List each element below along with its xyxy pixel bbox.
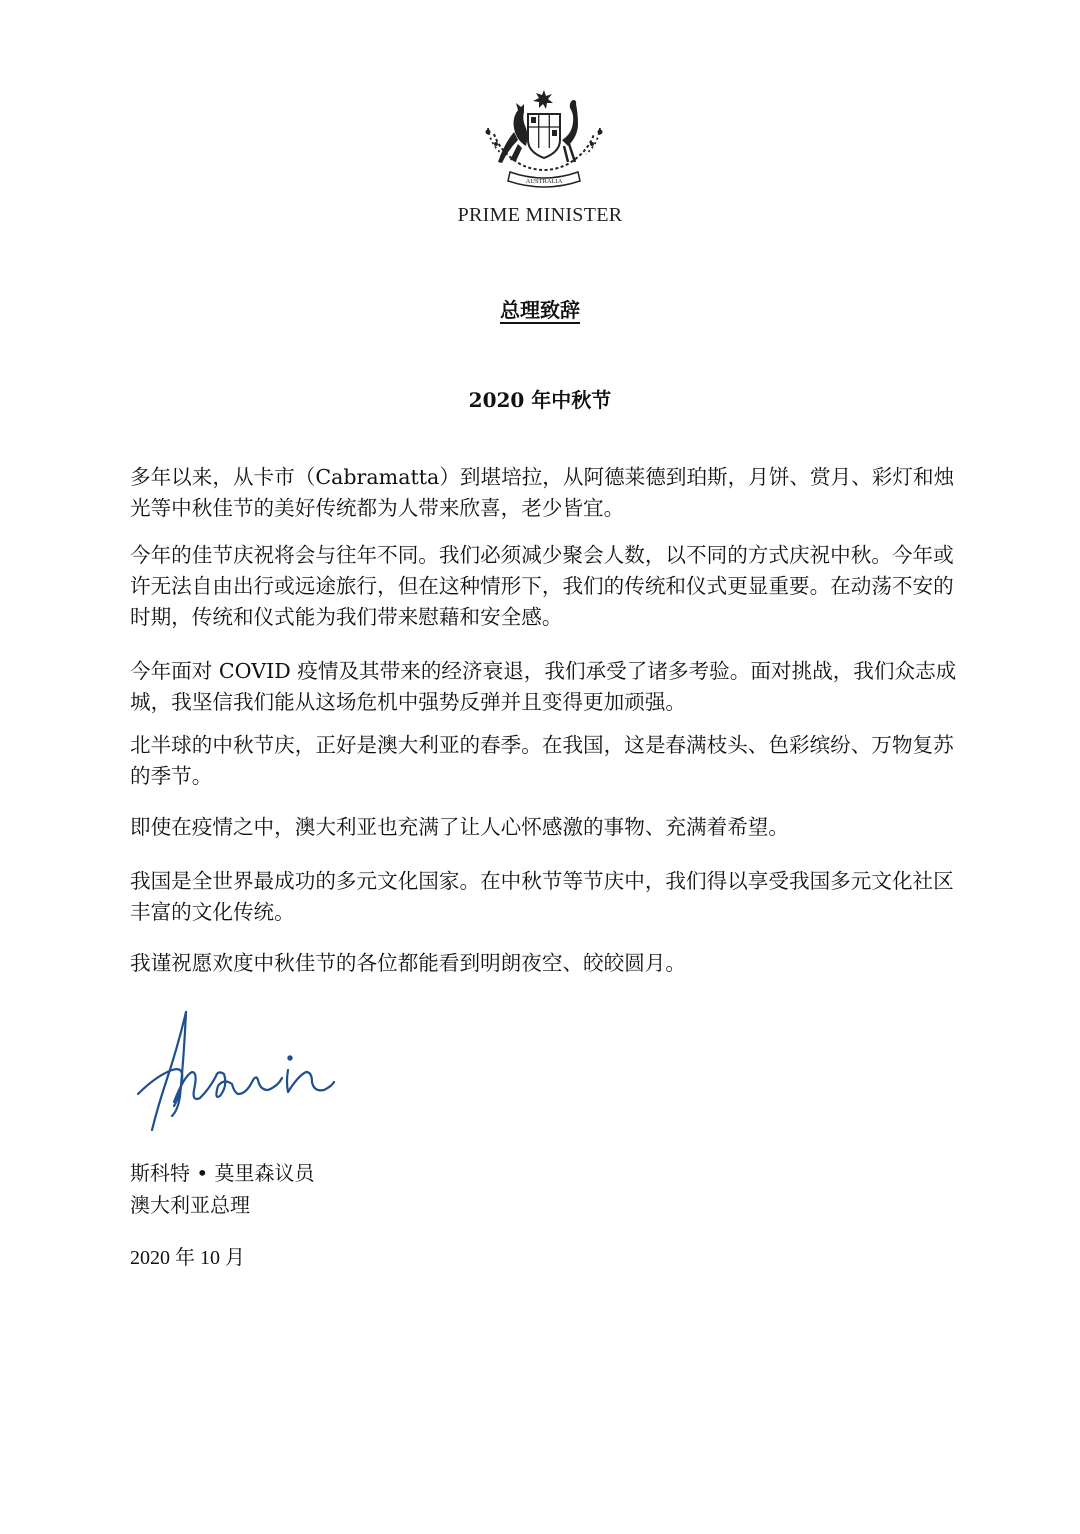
- signatory-name: 斯科特 • 莫里森议员: [130, 1161, 315, 1185]
- signatory-role: 澳大利亚总理: [130, 1193, 250, 1217]
- body-paragraph: 今年面对 COVID 疫情及其带来的经济衰退，我们承受了诸多考验。面对挑战，我们众志成城，我坚信我们能从这场危机中强势反弹并且变得更加顽强。: [130, 659, 957, 714]
- handwritten-signature-icon: [128, 1006, 338, 1136]
- letter-subtitle: 2020 年中秋节: [468, 388, 612, 412]
- body-paragraph: 北半球的中秋节庆，正好是澳大利亚的春季。在我国，这是春满枝头、色彩缤纷、万物复苏的季节。: [130, 733, 954, 788]
- letter-date: 2020 年 10 月: [130, 1247, 245, 1269]
- office-title: PRIME MINISTER: [457, 204, 623, 226]
- letter-title: 总理致辞: [500, 298, 580, 322]
- australian-coat-of-arms-icon: [474, 88, 614, 196]
- body-paragraph: 今年的佳节庆祝将会与往年不同。我们必须减少聚会人数，以不同的方式庆祝中秋。今年或许无法自由出行或远途旅行，但在这种情形下，我们的传统和仪式更显重要。在动荡不安的时期，传统和仪式能为我们带来慰藉和安全感。: [130, 543, 954, 629]
- crest-scroll-text: AUSTRALIA: [525, 178, 563, 185]
- body-paragraph: 我国是全世界最成功的多元文化国家。在中秋节等节庆中，我们得以享受我国多元文化社区丰富的文化传统。: [130, 869, 954, 924]
- body-paragraph: 我谨祝愿欢度中秋佳节的各位都能看到明朗夜空、皎皎圆月。: [130, 951, 687, 975]
- body-paragraph: 即使在疫情之中，澳大利亚也充满了让人心怀感激的事物、充满着希望。: [130, 815, 789, 839]
- body-paragraph: 多年以来，从卡市（Cabramatta）到堪培拉，从阿德莱德到珀斯，月饼、赏月、彩灯和烛光等中秋佳节的美好传统都为人带来欣喜，老少皆宜。: [130, 465, 955, 520]
